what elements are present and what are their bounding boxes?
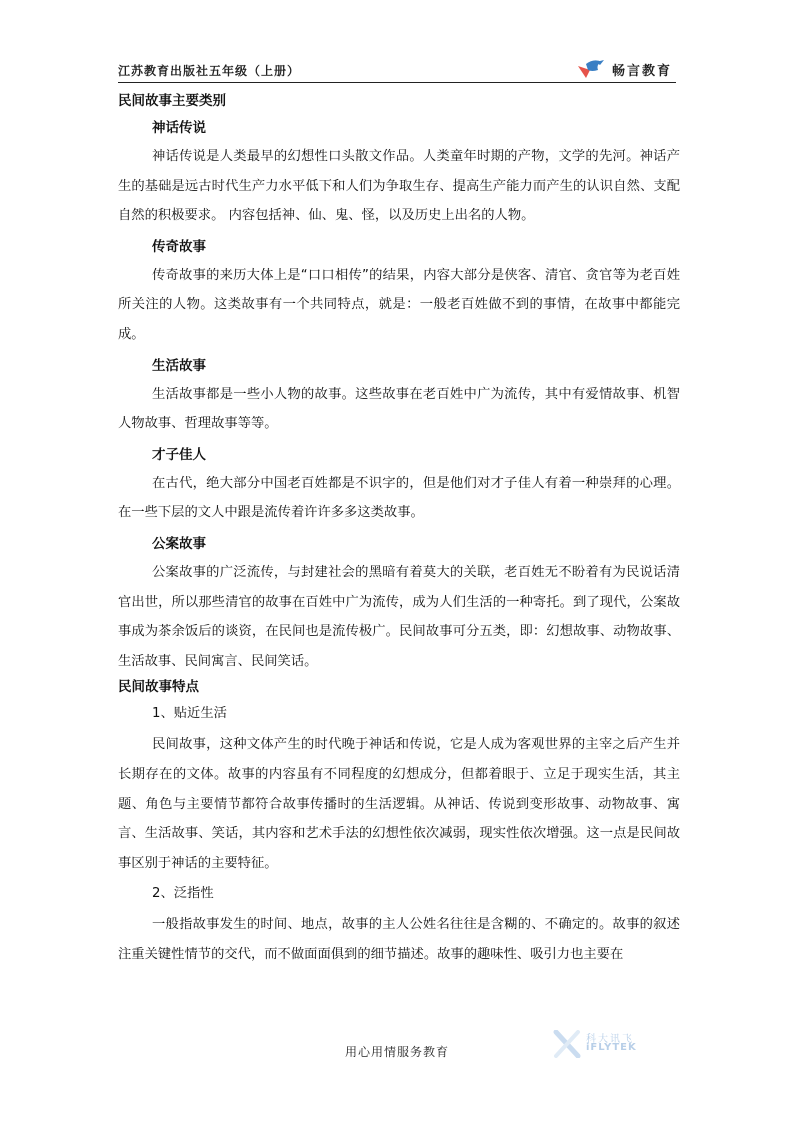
para-line: 叙述注重关键性情节的交代，而不做面面俱到的细节描述。故事的趣味性、吸引力也主要在 — [118, 917, 681, 962]
paragraph-feature-1 — [118, 730, 680, 878]
feature-label-2: 2、泛指性 — [152, 886, 214, 902]
section-title-features: 民间故事特点 — [118, 679, 199, 696]
paragraph-legend — [118, 261, 680, 350]
watermark-en: iFLYTEK — [586, 1042, 637, 1053]
document-body — [118, 90, 680, 969]
section-title-categories: 民间故事主要类别 — [118, 93, 226, 109]
para-line: 公案故事的广泛流传，与封建社会的黑暗有着莫大的关联，老百姓无不盼着有为民说 — [152, 564, 654, 580]
para-line: 民间故事，这种文体产生的时代晚于神话和传说，它是人成为客观世界的主宰之后产 — [152, 737, 654, 753]
subsection-title-case: 公案故事 — [152, 535, 206, 552]
watermark-cn: 科大讯飞 — [586, 1034, 634, 1045]
para-line: 神话传说是人类最早的幻想性口头散文作品。人类童年时期的产物，文学的先河。神 — [152, 149, 654, 164]
subsection-title-life: 生活故事 — [152, 357, 206, 374]
header-brand — [576, 58, 672, 80]
feature-label-1: 1、贴近生活 — [152, 706, 227, 722]
subsection-title-myth: 神话传说 — [152, 120, 206, 136]
para-line: 生并长期存在的文体。故事的内容虽有不同程度的幻想成分，但都着眼于、立足于现实生活， — [118, 737, 681, 782]
para-line: 机智人物故事、哲理故事等等。 — [118, 386, 681, 432]
page-footer: 用心用情服务教育 — [344, 1045, 449, 1059]
para-line: 理。在一些下层的文人中跟是流传着许许多多这类故事。 — [118, 475, 681, 521]
para-line: 事、寓言、生活故事、笑话，其内容和艺术手法的幻想性依次减弱，现实性依次增强。这一 — [118, 796, 681, 842]
para-line: 老百姓所关注的人物。这类故事有一个共同特点，就是：一般老百姓做不到的事情，在故事 — [118, 267, 681, 313]
para-line: 然、支配自然的积极要求。 内容包括神、仙、鬼、怪，以及历史上出名的人物。 — [118, 178, 681, 224]
page-header — [118, 52, 676, 83]
bird-logo-icon — [576, 58, 606, 80]
para-line: 点是民间故事区别于神话的主要特征。 — [118, 826, 681, 871]
subsection-title-legend: 传奇故事 — [152, 238, 206, 255]
para-line: 生活故事都是一些小人物的故事。这些故事在老百姓中广为流传，其中有爱情故事、 — [152, 386, 654, 402]
para-line: 动物故事、生活故事、民间寓言、民间笑话。 — [118, 624, 681, 669]
para-line: 其主题、角色与主要情节都符合故事传播时的生活逻辑。从神话、传说到变形故事、动物故 — [118, 766, 680, 812]
para-line: 一般指故事发生的时间、地点，故事的主人公姓名往往是含糊的、不确定的。故事的 — [152, 917, 654, 933]
para-line: 传奇故事的来历大体上是“口口相传”的结果，内容大部分是侠客、清官、贪官等为 — [152, 267, 640, 283]
para-line: 话产生的基础是远古时代生产力水平低下和人们为争取生存、提高生产能力而产生的认识自 — [118, 149, 681, 194]
header-publisher-text: 江苏教育出版社五年级（上册） — [118, 64, 301, 78]
paragraph-myth — [118, 142, 680, 231]
brand-name: 畅言教育 — [611, 64, 672, 79]
paragraph-feature-2 — [118, 910, 680, 969]
para-line: 公案故事成为茶余饭后的谈资，在民间也是流传极广。民间故事可分五类，即：幻想故事、 — [118, 594, 681, 640]
paragraph-life — [118, 380, 680, 439]
paragraph-scholar — [118, 469, 680, 528]
para-line: 中都能完成。 — [118, 297, 681, 342]
para-line: 在古代，绝大部分中国老百姓都是不识字的，但是他们对才子佳人有着一种崇拜的心 — [152, 475, 654, 491]
para-line: 话清官出世，所以那些清官的故事在百姓中广为流传，成为人们生活的一种寄托。到了现代， — [118, 564, 681, 610]
paragraph-case — [118, 558, 680, 676]
subsection-title-scholar: 才子佳人 — [152, 446, 206, 463]
